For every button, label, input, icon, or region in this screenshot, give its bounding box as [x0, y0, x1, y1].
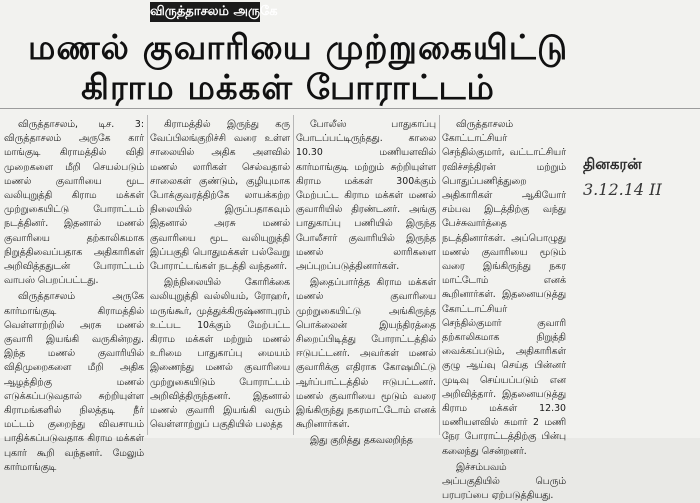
article-column-4	[442, 118, 566, 502]
paragraph: இது குறித்து தகவலறிந்த	[310, 435, 413, 447]
headline-line-1: மணல் குவாரியை முற்றுகையிட்டு	[28, 28, 569, 68]
paragraph: போலீஸ் பாதுகாப்பு போடப்பட்டிருந்தது. காலை 10.30 மணியளவில் கார்மாங்குடி மற்றும் சுற்றியுள்ள கிராம மக்கள் 300க்கும் மேற்பட்ட கிராம மக்கள் மணல் குவாரியில் திரண்டனர். அங்கு பாதுகாப்பு பணியில் இருந்த போலீசார் குவாரியில் இருந்த மணல் லாரிகளை அப்புறப்படுத்தினார்கள்.	[296, 119, 436, 273]
paragraph: இதைப்பார்த்த கிராம மக்கள் மணல் குவாரியை முற்றுகையிட்டு அங்கிருந்த பொக்லைன் இயந்திரத்தை சிறைப்பிடித்து போராட்டத்தில் ஈடுபட்டனர். அவர்கள் மணல் குவாரிக்கு எதிராக கோஷமிட்டு ஆர்ப்பாட்டத்தில் ஈடுபட்டனர். மணல் குவாரியை மூடும் வரை இங்கிருந்து நகரமாட்டோம் எனக் கூறினார்கள்.	[296, 277, 436, 431]
headline-divider	[0, 108, 700, 109]
column-divider	[439, 115, 440, 435]
source-stamp: தினகரன்	[583, 155, 642, 173]
headline-line-2: கிராம மக்கள் போராட்டம்	[81, 68, 495, 108]
headline	[28, 28, 569, 108]
paragraph: விருத்தாசலம், டிச. 3: விருத்தாசலம் அருகே கார் மாங்குடி கிராமத்தில் விதி முறைகளை மீறி செயல்படும் மணல் குவாரியை மூட வலியுறுத்தி கிராம மக்கள் முற்றுகையிட்டு போராட்டம் நடத்தினர். இதனால் மணல் குவாரியை தற்காலிகமாக நிறுத்திவைப்பதாக அதிகாரிகள் அறிவித்ததுடன் போராட்டம் வாபஸ் பெறப்பட்டது.	[4, 119, 144, 287]
handwritten-date: 3.12.14 II	[583, 180, 662, 199]
article-column-1	[4, 118, 144, 473]
article-column-3	[296, 118, 436, 447]
paragraph: விருத்தாசலம் கோட்டாட்சியர் செந்தில்குமார், வட்டாட்சியர் ரவிச்சந்திரன் மற்றும் பொதுப்பணித்துறை அதிகாரிகள் ஆகியோர் சம்பவ இடத்திற்கு வந்து பேச்சுவார்த்தை நடத்தினார்கள். அப்பொழுது மணல் குவாரியை மூடும் வரை இங்கிருந்து நகர மாட்டோம் எனக் கூறினார்கள். இதனையடுத்து கோட்டாட்சியர் செந்தில்குமார் குவாரி தற்காலிகமாக நிறுத்தி வைக்கப்படும், அதிகாரிகள் குழு ஆய்வு செய்த பின்னர் முடிவு செய்யப்படும் என அறிவித்தார். இதனையடுத்து கிராம மக்கள் 12.30 மணியளவில் சுமார் 2 மணி நேர போராட்டத்திற்கு பின்பு கலைந்து சென்றனர்.	[442, 119, 566, 457]
kicker-label: விருத்தாசலம் அருகே	[150, 4, 278, 19]
paragraph: இந்நிலையில் கோரிக்கை வலியுறுத்தி வல்லியம், ரோஹர், மருங்கூர், முத்துக்கிருஷ்ணாபுரம் உட்பட 10க்கும் மேற்பட்ட கிராம மக்கள் மற்றும் மணல் உரிமை பாதுகாப்பு மையம் இணைந்து மணல் குவாரியை முற்றுகையிடும் போராட்டம் அறிவித்திருந்தனர். இதனால் மணல் குவாரி இயங்கி வரும் வெள்ளாற்றுப் பகுதியில் பலத்த	[150, 277, 290, 431]
article-column-2	[150, 118, 290, 436]
column-divider	[293, 115, 294, 435]
paragraph: இச்சம்பவம் அப்பகுதியில் பெரும் பரபரப்பை ஏற்படுத்தியது.	[442, 461, 566, 502]
paragraph: விருத்தாசலம் அருகே கார்மாங்குடி கிராமத்தில் வெள்ளாற்றில் அரசு மணல் குவாரி இயங்கி வருகின்றது. இந்த மணல் குவாரியில் விதிமுறைகளை மீறி அதிக ஆழத்திற்கு மணல் எடுக்கப்படுவதால் சுற்றியுள்ள கிராமங்களில் நிலத்தடி நீர் மட்டம் குறைந்து விவசாயம் பாதிக்கப்படுவதாக கிராம மக்கள் புகார் கூறி வந்தனர். மேலும் கார்மாங்குடி	[4, 291, 144, 473]
column-divider	[147, 115, 148, 435]
paragraph: கிராமத்தில் இருந்து கரு வேப்பிலங்குறிச்சி வரை உள்ள சாலையில் அதிக அளவில் மணல் லாரிகள் செல்வதால் சாலைகள் குண்டும், குழியுமாக போக்குவரத்திற்கே லாயக்கற்ற நிலையில் இருப்பதாகவும் இதனால் அரசு மணல் குவாரியை மூட வலியுறுத்தி இப்பகுதி பொதுமக்கள் பல்வேறு போராட்டங்கள் நடத்தி வந்தனர்.	[150, 119, 290, 273]
